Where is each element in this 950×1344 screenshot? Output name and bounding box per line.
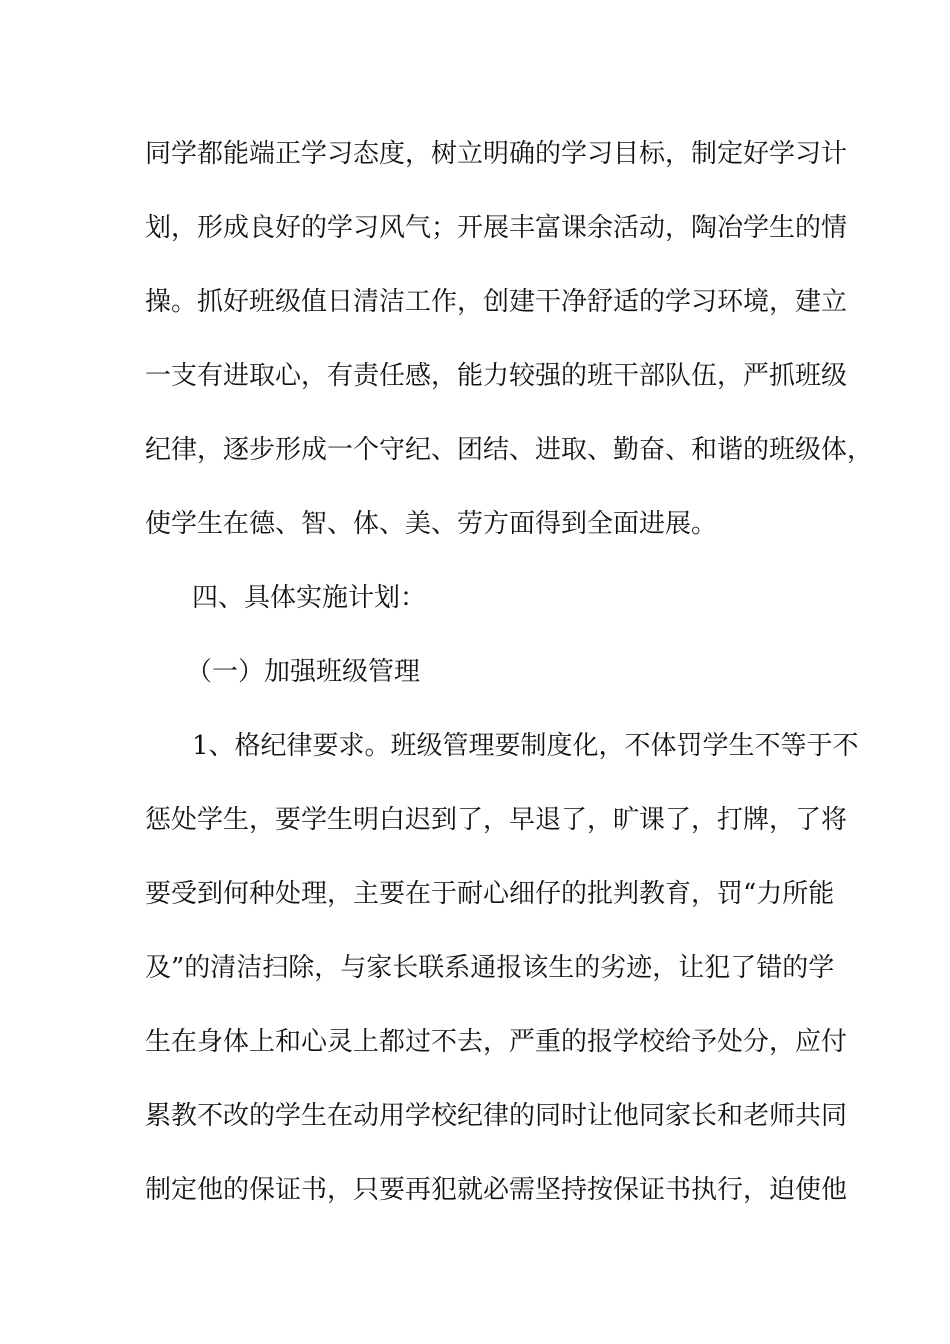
paragraph-line: 划，形成良好的学习风气；开展丰富课余活动，陶冶学生的情 — [145, 213, 848, 243]
paragraph-line: 使学生在德、智、体、美、劳方面得到全面进展。 — [145, 509, 718, 539]
subsection-heading: （一）加强班级管理 — [186, 657, 421, 687]
paragraph-line: 制定他的保证书，只要再犯就必需坚持按保证书执行，迫使他 — [145, 1175, 848, 1205]
paragraph-line: 操。抓好班级值日清洁工作，创建干净舒适的学习环境，建立 — [145, 287, 848, 317]
paragraph-line: 要受到何种处理，主要在于耐心细仔的批判教育，罚“力所能 — [145, 879, 835, 909]
paragraph-line: 同学都能端正学习态度，树立明确的学习目标，制定好学习计 — [145, 139, 848, 169]
paragraph-line: 一支有进取心，有责任感，能力较强的班干部队伍，严抓班级 — [145, 361, 848, 391]
paragraph-line: 纪律，逐步形成一个守纪、团结、进取、勤奋、和谐的班级体， — [145, 435, 874, 465]
paragraph-line: 惩处学生，要学生明白迟到了，早退了，旷课了，打牌，了将 — [145, 805, 848, 835]
paragraph-line: 1、格纪律要求。班级管理要制度化，不体罚学生不等于不 — [192, 731, 859, 761]
section-heading: 四、具体实施计划： — [192, 583, 427, 613]
paragraph-line: 累教不改的学生在动用学校纪律的同时让他同家长和老师共同 — [145, 1101, 848, 1131]
paragraph-line: 生在身体上和心灵上都过不去，严重的报学校给予处分，应付 — [145, 1027, 848, 1057]
paragraph-line: 及”的清洁扫除，与家长联系通报该生的劣迹，让犯了错的学 — [145, 953, 835, 983]
